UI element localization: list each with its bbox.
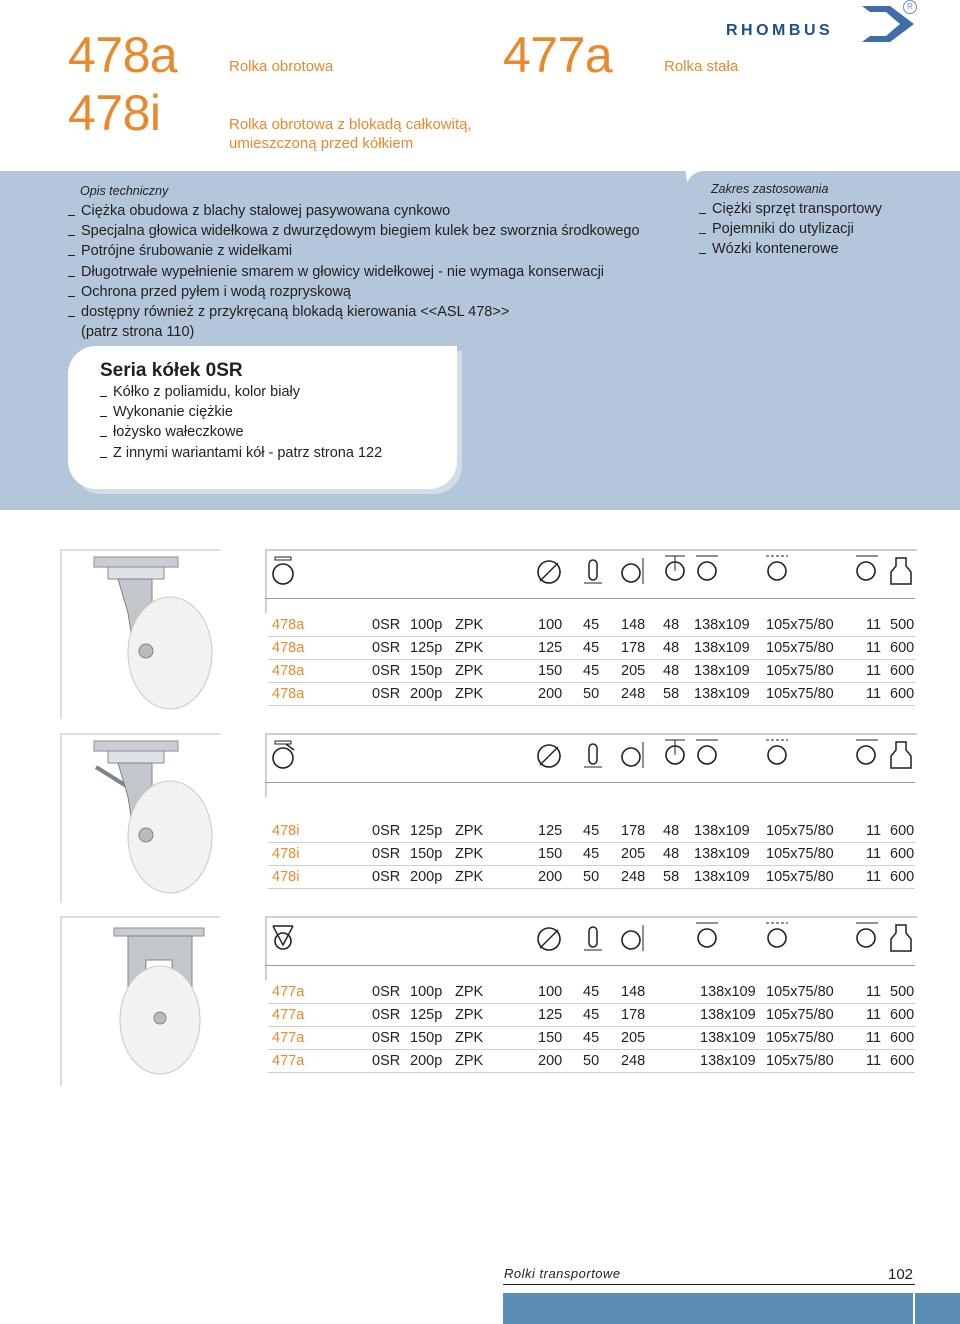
model-478a-heading: 478a [68, 27, 178, 83]
wheel-diameter-icon [536, 740, 562, 770]
offset-icon [662, 737, 688, 767]
table-row: 478i 0SR 150p ZPK 150 45 205 48 138x109 105x75/80 11 600 [268, 843, 915, 866]
wheel-diameter-icon [536, 923, 562, 953]
series-title: Seria kółek 0SR [100, 360, 243, 381]
desc-477a: Rolka stała [664, 58, 739, 75]
series-item: łożysko wałeczkowe [100, 422, 382, 442]
application-title: Zakres zastosowania [711, 182, 829, 196]
technical-title: Opis techniczny [80, 184, 169, 198]
swivel-brake-caster-icon [270, 740, 296, 770]
table-row: 478a 0SR 200p ZPK 200 50 248 58 138x109 105x75/80 11 600 [268, 683, 915, 706]
wheel-width-icon [580, 923, 606, 953]
application-item: Ciężki sprzęt transportowy [699, 199, 882, 219]
application-item: Pojemniki do utylizacji [699, 219, 882, 239]
series-item: Wykonanie ciężkie [100, 402, 382, 422]
offset-icon [662, 553, 688, 583]
overall-height-icon [620, 923, 646, 953]
caster-478a-photo [88, 553, 218, 713]
load-capacity-icon [888, 923, 914, 953]
technical-item: Ciężka obudowa z blachy stalowej pasywowana cynkowo [68, 201, 640, 221]
table-row: 477a 0SR 150p ZPK 150 45 205 138x109 105x75/80 11 600 [268, 1027, 915, 1050]
plate-size-icon [694, 920, 720, 950]
mounting-height-icon [854, 553, 880, 583]
technical-list [68, 201, 640, 342]
table-row: 478i 0SR 200p ZPK 200 50 248 58 138x109 105x75/80 11 600 [268, 866, 915, 889]
application-item: Wózki kontenerowe [699, 239, 882, 259]
load-capacity-icon [888, 740, 914, 770]
overall-height-icon [620, 740, 646, 770]
model-478i-heading: 478i [68, 85, 161, 141]
table-row: 477a 0SR 125p ZPK 125 45 178 138x109 105x75/80 11 600 [268, 1004, 915, 1027]
desc-478a: Rolka obrotowa [229, 58, 334, 75]
footer-title: Rolki transportowe [504, 1266, 621, 1281]
plate-size-icon [694, 737, 720, 767]
brand-logo-text: RHOMBUS [726, 22, 834, 39]
desc-478i-line2: umieszczoną przed kółkiem [229, 135, 414, 152]
technical-item: (patrz strona 110) [81, 324, 195, 341]
series-item: Z innymi wariantami kół - patrz strona 122 [100, 443, 382, 463]
page-number: 102 [888, 1266, 914, 1283]
table-row: 478i 0SR 125p ZPK 125 45 178 48 138x109 105x75/80 11 600 [268, 820, 915, 843]
wheel-diameter-icon [536, 556, 562, 586]
desc-478i-line1: Rolka obrotowa z blokadą całkowitą, [229, 116, 472, 133]
table-row: 478a 0SR 150p ZPK 150 45 205 48 138x109 105x75/80 11 600 [268, 660, 915, 683]
plate-size-icon [694, 553, 720, 583]
footer-bar [503, 1293, 960, 1324]
technical-item: dostępny również z przykręcaną blokadą kierowania <<ASL 478>> [68, 302, 640, 322]
model-477a-heading: 477a [503, 27, 613, 83]
fixed-caster-icon [270, 923, 296, 953]
mounting-height-icon [854, 920, 880, 950]
bolt-hole-spacing-icon [764, 920, 790, 950]
technical-item: Długotrwałe wypełnienie smarem w głowicy widełkowej - nie wymaga konserwacji [68, 262, 640, 282]
mounting-height-icon [854, 737, 880, 767]
table-row: 477a 0SR 200p ZPK 200 50 248 138x109 105x75/80 11 600 [268, 1050, 915, 1073]
table-row: 478a 0SR 100p ZPK 100 45 148 48 138x109 105x75/80 11 500 [268, 614, 915, 637]
footer-rule [503, 1284, 915, 1285]
series-item: Kółko z poliamidu, kolor biały [100, 382, 382, 402]
table-row: 478a 0SR 125p ZPK 125 45 178 48 138x109 105x75/80 11 600 [268, 637, 915, 660]
series-list [100, 382, 382, 463]
technical-item: Specjalna głowica widełkowa z dwurzędowym biegiem kulek bez sworznia środkowego [68, 221, 640, 241]
table-row: 477a 0SR 100p ZPK 100 45 148 138x109 105x75/80 11 500 [268, 981, 915, 1004]
wheel-width-icon [580, 556, 606, 586]
bolt-hole-spacing-icon [764, 737, 790, 767]
caster-477a-photo [88, 920, 218, 1080]
caster-478i-photo [88, 737, 218, 897]
bolt-hole-spacing-icon [764, 553, 790, 583]
load-capacity-icon [888, 556, 914, 586]
registered-mark: R [903, 0, 917, 14]
wheel-width-icon [580, 740, 606, 770]
technical-item: Potrójne śrubowanie z widełkami [68, 241, 640, 261]
swivel-caster-icon [270, 556, 296, 586]
technical-item: Ochrona przed pyłem i wodą rozpryskową [68, 282, 640, 302]
overall-height-icon [620, 556, 646, 586]
application-list [699, 199, 882, 260]
